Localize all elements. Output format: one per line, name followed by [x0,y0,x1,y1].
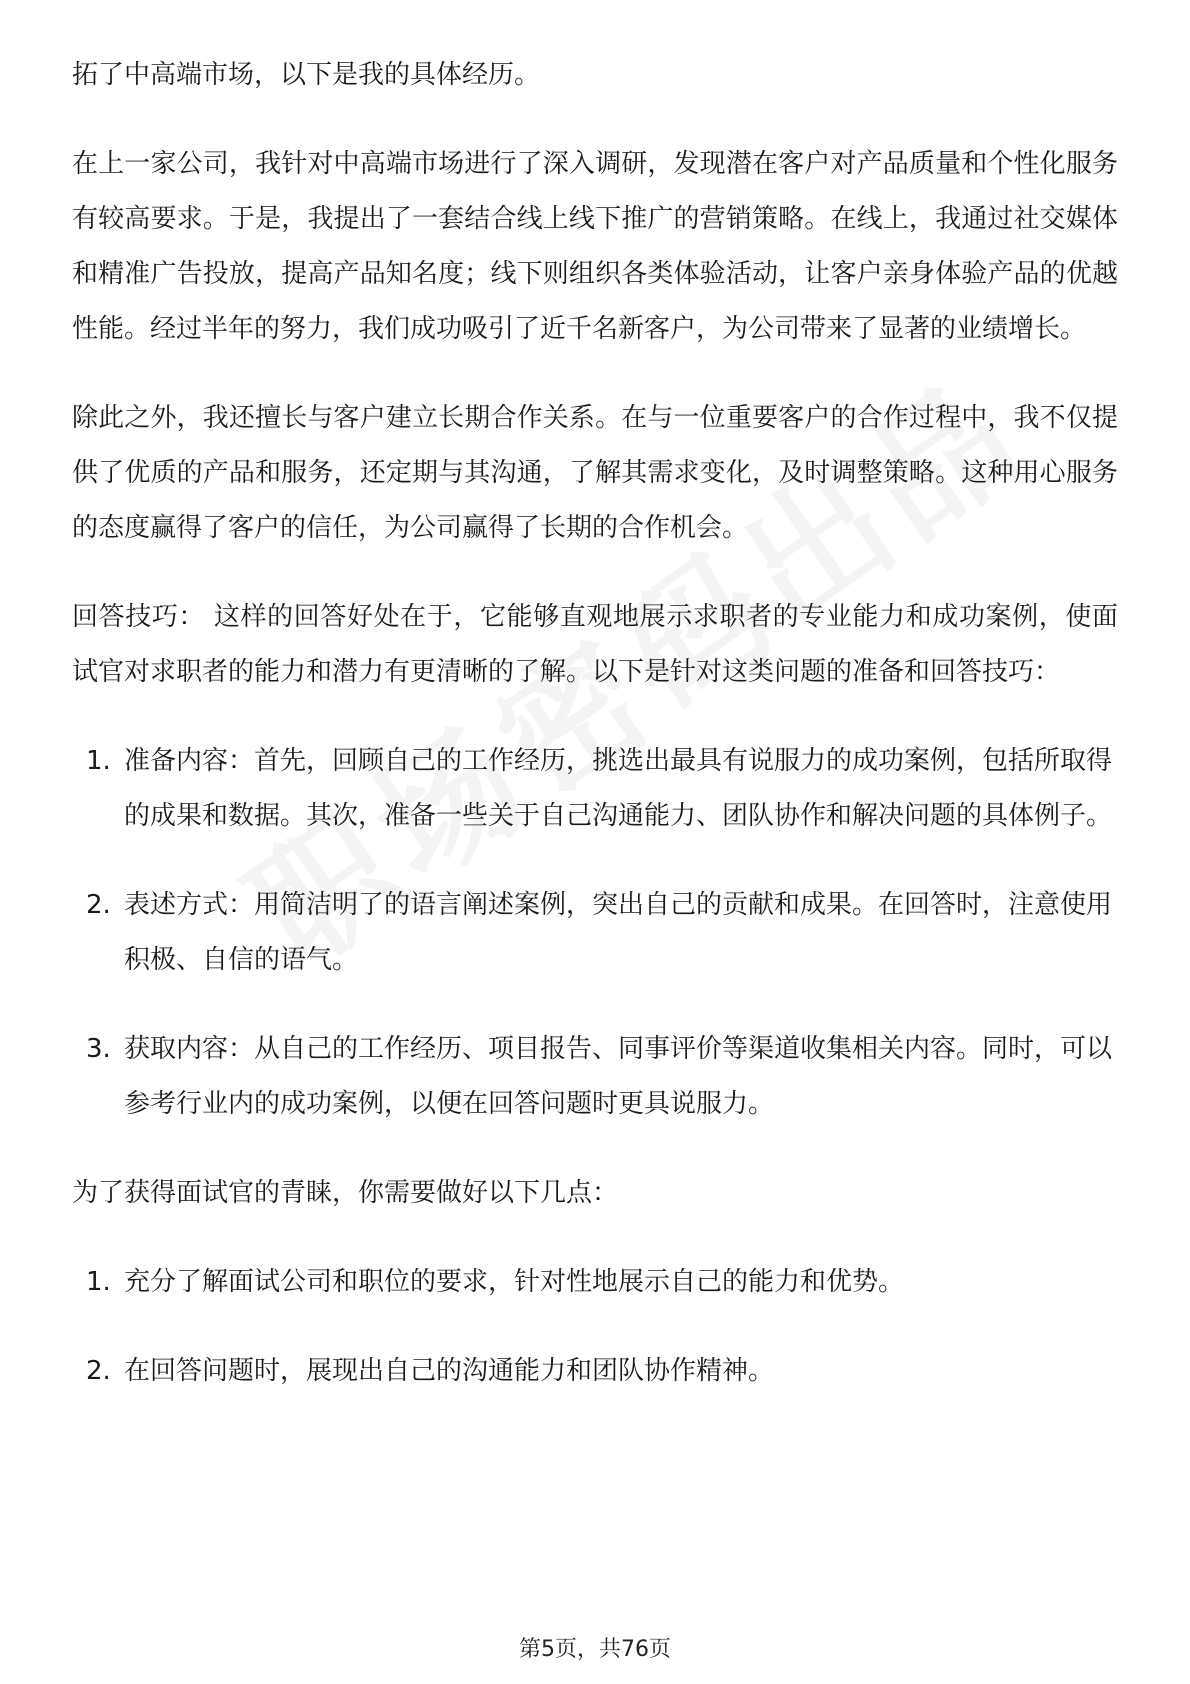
document-body [72,48,1118,1433]
paragraph-points-intro: 为了获得面试官的青睐，你需要做好以下几点： [72,1178,619,1208]
list-item-text: 表述方式：用简洁明了的语言阐述案例，突出自己的贡献和成果。在回答时，注意使用积极、自信的语气。 [124,890,1113,975]
list-item [72,1255,1118,1310]
list-item-text: 获取内容：从自己的工作经历、项目报告、同事评价等渠道收集相关内容。同时，可以参考行业内的成功案例，以便在回答问题时更具说服力。 [124,1034,1113,1119]
paragraph-client-relations: 除此之外，我还擅长与客户建立长期合作关系。在与一位重要客户的合作过程中，我不仅提供了优质的产品和服务，还定期与其沟通，了解其需求变化，及时调整策略。这种用心服务的态度赢得了客户的信任，为公司赢得了长期的合作机会。 [72,403,1118,543]
list-item-text: 准备内容：首先，回顾自己的工作经历，挑选出最具有说服力的成功案例，包括所取得的成果和数据。其次，准备一些关于自己沟通能力、团队协作和解决问题的具体例子。 [124,746,1113,831]
paragraph-intro-tail: 拓了中高端市场，以下是我的具体经历。 [72,60,541,90]
list-number: 2. [86,890,111,920]
paragraph-answer-tips: 回答技巧： 这样的回答好处在于，它能够直观地展示求职者的专业能力和成功案例，使面试官对求职者的能力和潜力有更清晰的了解。以下是针对这类问题的准备和回答技巧： [72,602,1118,687]
list-item [72,1344,1118,1399]
list-item [72,1022,1118,1132]
page-number-footer: 第5页，共76页 [519,1637,671,1662]
list-item [72,878,1118,988]
list-number: 3. [86,1034,111,1064]
list-number: 2. [86,1356,111,1386]
list-number: 1. [86,746,111,776]
list-item-text: 充分了解面试公司和职位的要求，针对性地展示自己的能力和优势。 [124,1267,905,1297]
points-list [72,1255,1118,1399]
tips-list [72,734,1118,1132]
list-item [72,734,1118,844]
list-item-text: 在回答问题时，展现出自己的沟通能力和团队协作精神。 [124,1356,775,1386]
list-number: 1. [86,1267,111,1297]
paragraph-experience: 在上一家公司，我针对中高端市场进行了深入调研，发现潜在客户对产品质量和个性化服务有较高要求。于是，我提出了一套结合线上线下推广的营销策略。在线上，我通过社交媒体和精准广告投放，提高产品知名度；线下则组织各类体验活动，让客户亲身体验产品的优越性能。经过半年的努力，我们成功吸引了近千名新客户，为公司带来了显著的业绩增长。 [72,149,1118,344]
